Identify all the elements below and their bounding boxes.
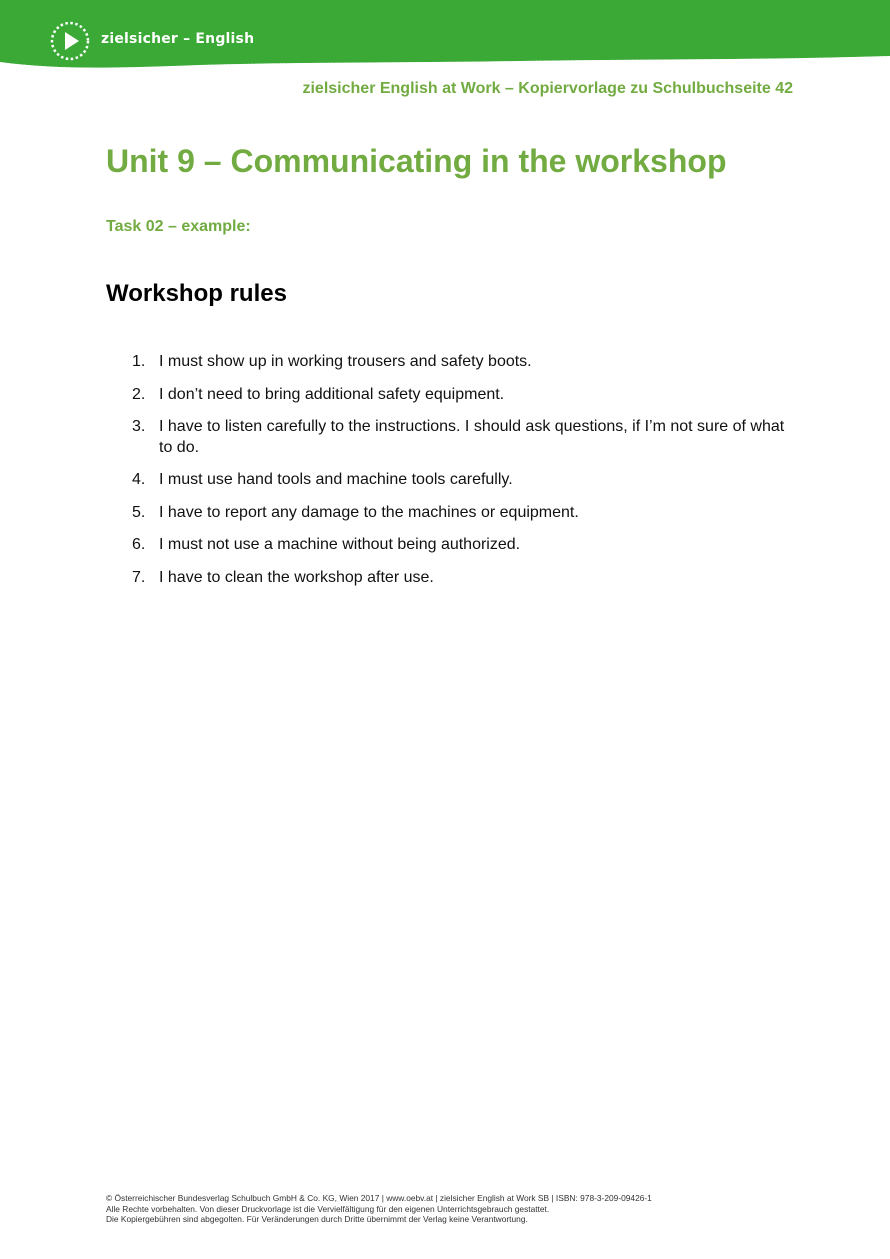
rule-item	[106, 385, 786, 406]
header-banner	[0, 0, 890, 80]
rule-text: I must use hand tools and machine tools carefully.	[159, 471, 513, 488]
rule-text: I have to report any damage to the machines or equipment.	[159, 503, 579, 521]
rule-number: 1.	[132, 353, 146, 370]
section-title: Workshop rules	[106, 280, 287, 307]
rule-number: 4.	[132, 471, 146, 488]
brand-logo-text: zielsicher – English	[101, 31, 255, 47]
rule-item	[106, 535, 786, 556]
unit-title: Unit 9 – Communicating in the workshop	[106, 143, 727, 179]
page-subtitle: zielsicher English at Work – Kopiervorlage zu Schulbuchseite 42	[302, 80, 793, 97]
footer-rights: Alle Rechte vorbehalten. Von dieser Druckvorlage ist die Vervielfältigung für den eigenen Unterrichtsgebrauch gestattet.	[106, 1203, 550, 1214]
rule-text: I must not use a machine without being authorized.	[159, 536, 521, 553]
rule-number: 7.	[132, 568, 146, 586]
rule-number: 5.	[132, 503, 146, 521]
rule-item	[106, 352, 786, 373]
rule-item	[106, 568, 786, 589]
rule-text: I have to listen carefully to the instructions. I should ask questions, if I’m not sure of what to do.	[159, 418, 785, 456]
rule-number: 3.	[132, 418, 146, 435]
footer-disclaimer: Die Kopiergebühren sind abgegolten. Für Veränderungen durch Dritte übernimmt der Verlag keine Verantwortung.	[106, 1214, 528, 1224]
rule-number: 6.	[132, 536, 146, 553]
rule-text: I don’t need to bring additional safety equipment.	[159, 385, 505, 403]
rule-text: I have to clean the workshop after use.	[159, 568, 434, 586]
footer-copyright: © Österreichischer Bundesverlag Schulbuch GmbH & Co. KG, Wien 2017 | www.oebv.at | zielsicher English at Work SB | ISBN: 978-3-209-09426-1	[106, 1193, 652, 1203]
rule-item	[106, 503, 786, 524]
task-label: Task 02 – example:	[106, 218, 251, 235]
rule-text: I must show up in working trousers and safety boots.	[159, 353, 532, 370]
rules-list	[106, 352, 786, 600]
rule-item	[106, 417, 786, 458]
rule-number: 2.	[132, 385, 146, 403]
footer	[106, 1193, 806, 1225]
rule-item	[106, 470, 786, 491]
